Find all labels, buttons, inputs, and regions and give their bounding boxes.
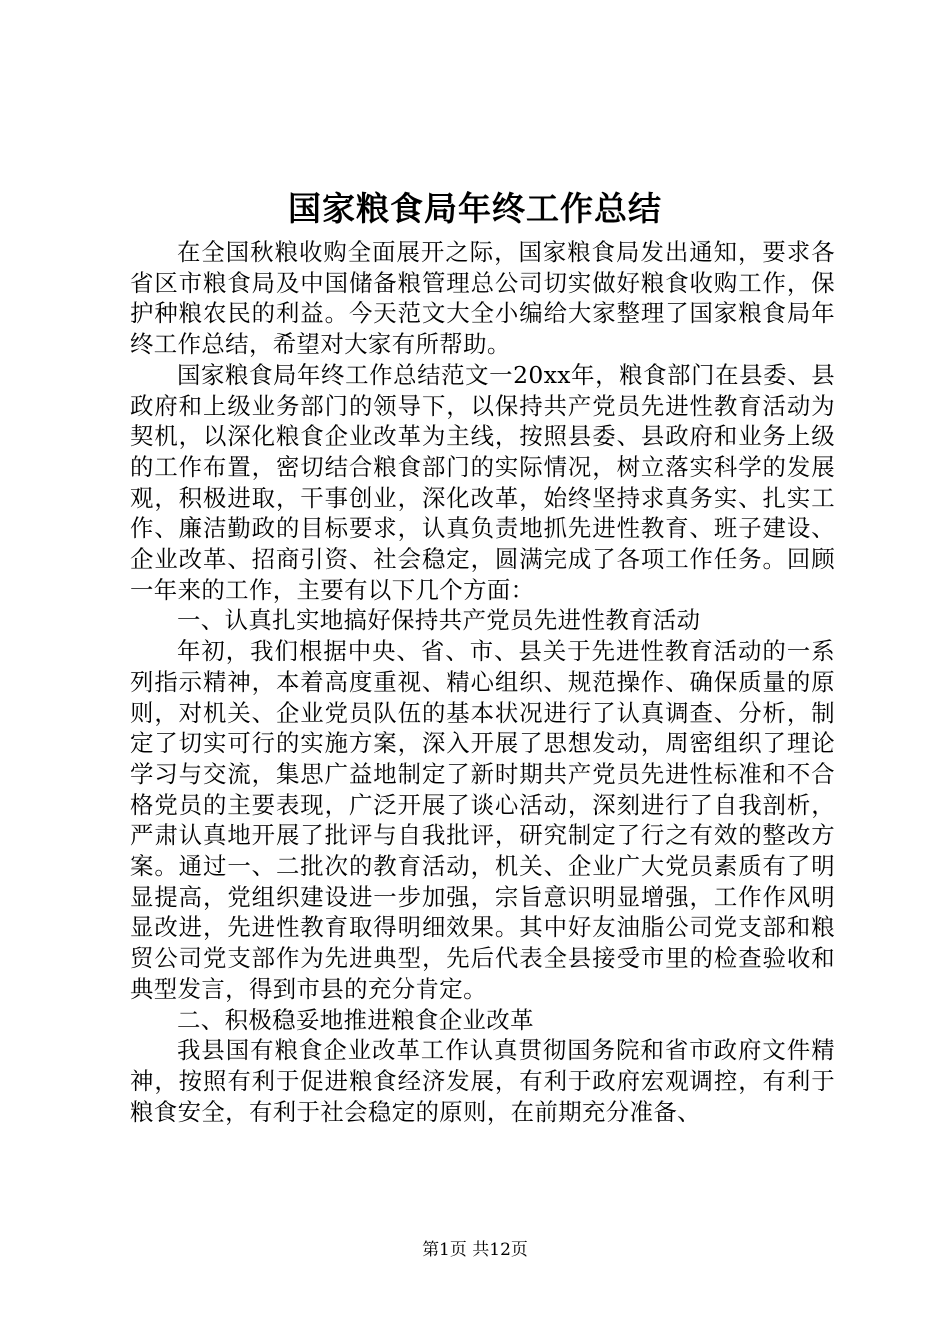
- document-body: [130, 237, 835, 1127]
- paragraph-section-1: 年初，我们根据中央、省、市、县关于先进性教育活动的一系列指示精神，本着高度重视、精心组织、规范操作、确保质量的原则，对机关、企业党员队伍的基本状况进行了认真调查、分析，制定了切实可行的实施方案，深入开展了思想发动，周密组织了理论学习与交流，集思广益地制定了新时期共产党员先进性标准和不合格党员的主要表现，广泛开展了谈心活动，深刻进行了自我剖析，严肃认真地开展了批评与自我批评，研究制定了行之有效的整改方案。通过一、二批次的教育活动，机关、企业广大党员素质有了明显提高，党组织建设进一步加强，宗旨意识明显增强，工作作风明显改进，先进性教育取得明细效果。其中好友油脂公司党支部和粮贸公司党支部作为先进典型，先后代表全县接受市里的检查验收和典型发言，得到市县的充分肯定。: [130, 637, 835, 1003]
- section-heading-2: 二、积极稳妥地推进粮食企业改革: [177, 1005, 534, 1034]
- page-footer: 第1页 共12页: [422, 1240, 528, 1260]
- section-heading-1: 一、认真扎实地搞好保持共产党员先进性教育活动: [177, 606, 701, 635]
- document-title: 国家粮食局年终工作总结: [288, 189, 662, 228]
- paragraph-overview: 国家粮食局年终工作总结范文一20xx年，粮食部门在县委、县政府和上级业务部门的领导下，以保持共产党员先进性教育活动为契机，以深化粮食企业改革为主线，按照县委、县政府和业务上级的工作布置，密切结合粮食部门的实际情况，树立落实科学的发展观，积极进取，干事创业，深化改革，始终坚持求真务实、扎实工作、廉洁勤政的目标要求，认真负责地抓先进性教育、班子建设、企业改革、招商引资、社会稳定，圆满完成了各项工作任务。回顾一年来的工作，主要有以下几个方面：: [130, 360, 835, 604]
- paragraph-intro: 在全国秋粮收购全面展开之际，国家粮食局发出通知，要求各省区市粮食局及中国储备粮管理总公司切实做好粮食收购工作，保护种粮农民的利益。今天范文大全小编给大家整理了国家粮食局年终工作总结，希望对大家有所帮助。: [130, 238, 835, 359]
- paragraph-section-2: 我县国有粮食企业改革工作认真贯彻国务院和省市政府文件精神，按照有利于促进粮食经济发展，有利于政府宏观调控，有利于粮食安全，有利于社会稳定的原则，在前期充分准备、: [130, 1036, 835, 1126]
